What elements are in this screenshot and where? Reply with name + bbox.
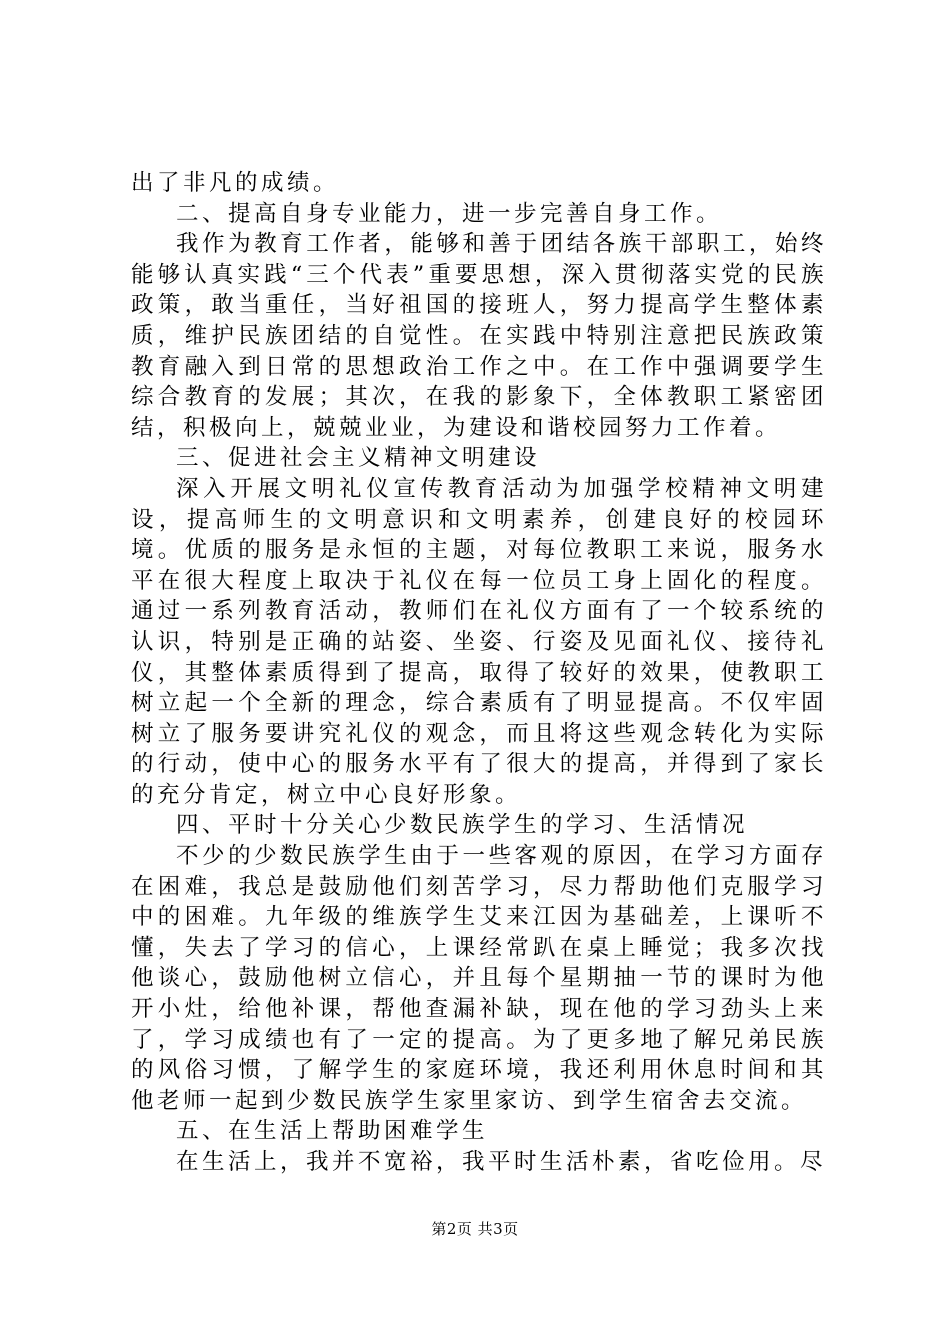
paragraph-section-5: 在生活上，我并不宽裕，我平时生活朴素，省吃俭用。尽 (176, 1149, 827, 1175)
paragraph-continuation: 出了非凡的成绩。 (131, 170, 340, 196)
paragraph-section-3: 深入开展文明礼仪宣传教育活动为加强学校精神文明建设，提高师生的文明意识和文明素养，创建良好的校园环境。优质的服务是永恒的主题，对每位教职工来说，服务水平在很大程度上取决于礼仪在每一位员工身上固化的程度。通过一系列教育活动，教师们在礼仪方面有了一个较系统的认识，特别是正确的站姿、坐姿、行姿及见面礼仪、接待礼仪，其整体素质得到了提高，取得了较好的效果，使教职工树立起一个全新的理念，综合素质有了明显提高。不仅牢固树立了服务要讲究礼仪的观念，而且将这些观念转化为实际的行动，使中心的服务水平有了很大的提高，并得到了家长的充分肯定，树立中心良好形象。 (131, 475, 827, 808)
document-body (131, 168, 827, 1178)
section-heading-2: 二、提高自身专业能力，进一步完善自身工作。 (176, 200, 723, 227)
section-heading-4: 四、平时十分关心少数民族学生的学习、生活情况 (176, 812, 749, 839)
paragraph-section-4: 不少的少数民族学生由于一些客观的原因，在学习方面存在困难，我总是鼓励他们刻苦学习，尽力帮助他们克服学习中的困难。九年级的维族学生艾来江因为基础差，上课听不懂，失去了学习的信心，上课经常趴在桌上睡觉；我多次找他谈心，鼓励他树立信心，并且每个星期抽一节的课时为他开小灶，给他补课，帮他查漏补缺，现在他的学习劲头上来了，学习成绩也有了一定的提高。为了更多地了解兄弟民族的风俗习惯，了解学生的家庭环境，我还利用休息时间和其他老师一起到少数民族学生家里家访、到学生宿舍去交流。 (131, 843, 827, 1114)
section-heading-3: 三、促进社会主义精神文明建设 (176, 445, 541, 472)
section-heading-5: 五、在生活上帮助困难学生 (176, 1118, 489, 1145)
page-number-footer: 第2页 共3页 (431, 1220, 519, 1238)
paragraph-section-2: 我作为教育工作者，能够和善于团结各族干部职工，始终能够认真实践“三个代表”重要思想，深入贯彻落实党的民族政策，敢当重任，当好祖国的接班人，努力提高学生整体素质，维护民族团结的自觉性。在实践中特别注意把民族政策教育融入到日常的思想政治工作之中。在工作中强调要学生综合教育的发展；其次，在我的影象下，全体教职工紧密团结，积极向上，兢兢业业，为建设和谐校园努力工作着。 (131, 231, 827, 441)
